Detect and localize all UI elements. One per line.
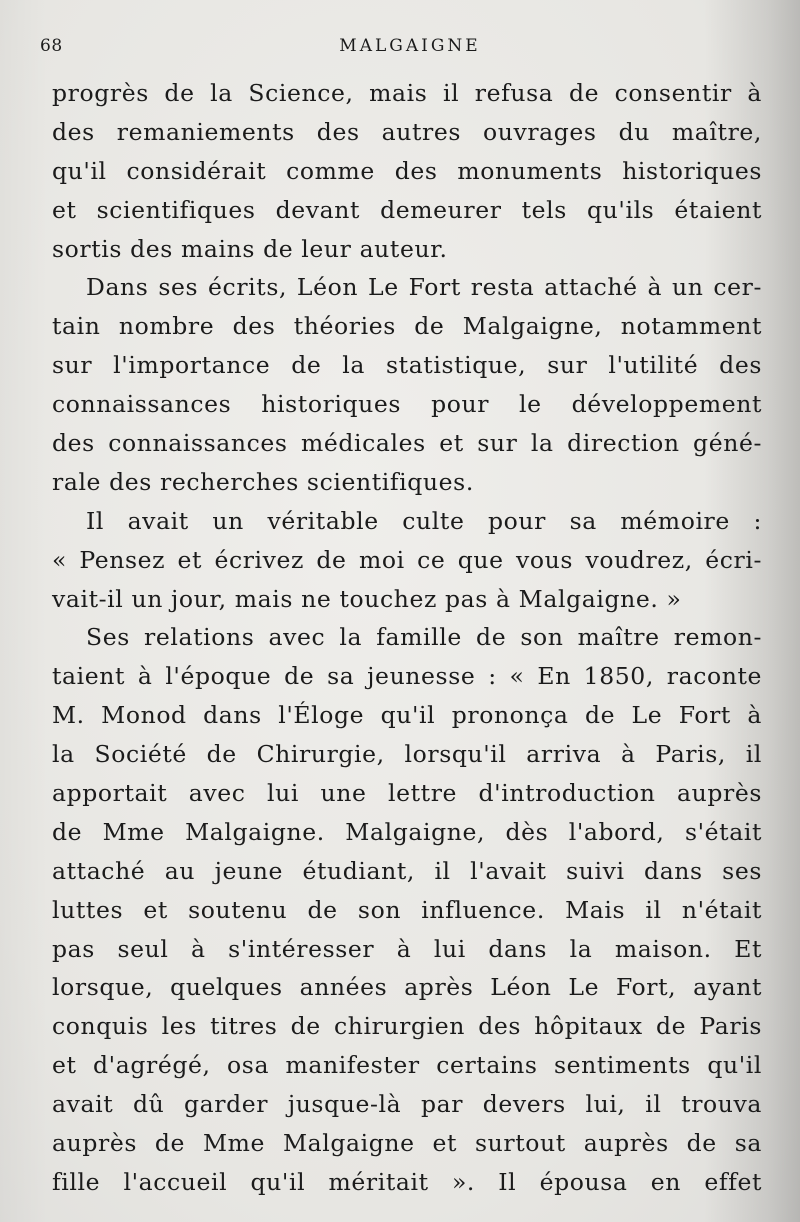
text-line: sortis des mains de leur auteur. — [52, 234, 448, 263]
text-line: « Pensez et écrivez de moi ce que vous voudrez, écri- — [52, 545, 762, 574]
text-line: connaissances historiques pour le développement — [52, 390, 762, 419]
text-line: M. Monod dans l'Éloge qu'il prononça de Le Fort à — [52, 701, 762, 730]
text-line: conquis les titres de chirurgien des hôpitaux de Paris — [52, 1012, 762, 1041]
text-line: fille l'accueil qu'il méritait ». Il épousa en effet — [52, 1167, 762, 1196]
text-line: et scientifiques devant demeurer tels qu'ils étaient — [52, 195, 762, 224]
text-line: la Société de Chirurgie, lorsqu'il arriva à Paris, il — [52, 740, 762, 769]
text-line: des connaissances médicales et sur la direction géné- — [52, 429, 762, 458]
text-line: tain nombre des théories de Malgaigne, notamment — [52, 312, 762, 341]
text-line: luttes et soutenu de son influence. Mais il n'était — [52, 895, 762, 924]
page-number: 68 — [40, 36, 63, 56]
text-line: Il avait un véritable culte pour sa mémoire : — [86, 506, 762, 535]
running-head — [40, 36, 740, 58]
running-title: MALGAIGNE — [339, 36, 481, 56]
text-line: et d'agrégé, osa manifester certains sentiments qu'il — [52, 1051, 762, 1080]
text-line: Dans ses écrits, Léon Le Fort resta attaché à un cer- — [86, 273, 762, 302]
text-line: apportait avec lui une lettre d'introduction auprès — [52, 779, 762, 808]
body-text — [52, 74, 762, 1202]
text-line: de Mme Malgaigne. Malgaigne, dès l'abord, s'était — [52, 817, 762, 846]
text-line: taient à l'époque de sa jeunesse : « En 1850, raconte — [52, 662, 762, 691]
text-line: sur l'importance de la statistique, sur l'utilité des — [52, 351, 762, 380]
text-line: pas seul à s'intéresser à lui dans la maison. Et — [52, 934, 762, 963]
text-line: lorsque, quelques années après Léon Le Fort, ayant — [52, 973, 762, 1002]
text-line: avait dû garder jusque-là par devers lui, il trouva — [52, 1090, 762, 1119]
text-line: des remaniements des autres ouvrages du maître, — [52, 117, 762, 146]
text-line: auprès de Mme Malgaigne et surtout auprès de sa — [52, 1129, 762, 1158]
text-line: attaché au jeune étudiant, il l'avait suivi dans ses — [52, 856, 762, 885]
text-line: Ses relations avec la famille de son maître remon- — [86, 623, 762, 652]
text-line: vait-il un jour, mais ne touchez pas à Malgaigne. » — [52, 584, 682, 613]
text-line: rale des recherches scientifiques. — [52, 467, 474, 496]
text-line: progrès de la Science, mais il refusa de consentir à — [52, 79, 762, 107]
text-line: qu'il considérait comme des monuments historiques — [52, 156, 762, 185]
